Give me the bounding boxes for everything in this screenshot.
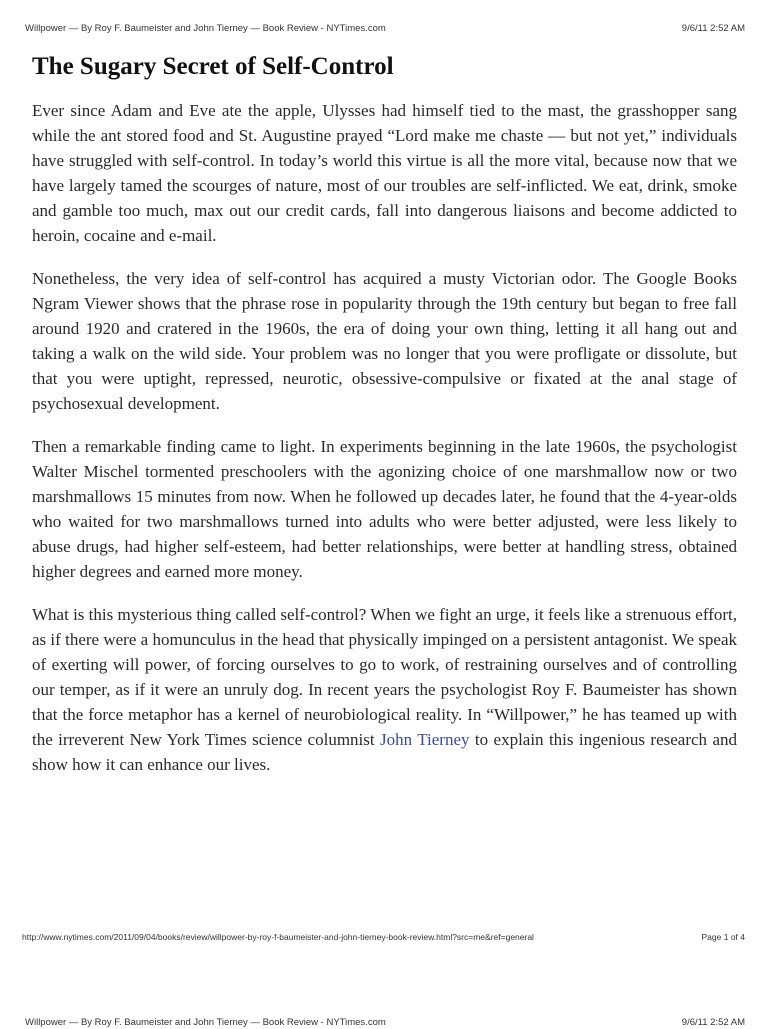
next-page-header — [25, 1015, 745, 1029]
print-footer — [22, 930, 745, 944]
article-body — [32, 98, 737, 795]
john-tierney-link[interactable]: John Tierney — [380, 730, 470, 749]
print-header-title: Willpower — By Roy F. Baumeister and John Tierney — Book Review - NYTimes.com — [25, 22, 386, 34]
article-headline: The Sugary Secret of Self-Control — [32, 53, 394, 80]
article-paragraph-2: Nonetheless, the very idea of self-control has acquired a musty Victorian odor. The Google Books Ngram Viewer shows that the phrase rose in popularity through the 19th century but began to free fall around 1920 and cratered in the 1960s, the era of doing your own thing, letting it all hang out and taking a walk on the wild side. Your problem was no longer that you were profligate or dissolute, but that you were uptight, repressed, neurotic, obsessive-compulsive or fixated at the anal stage of psychosexual development. — [32, 269, 737, 413]
article-paragraph-3: Then a remarkable finding came to light. In experiments beginning in the late 1960s, the psychologist Walter Mischel tormented preschoolers with the agonizing choice of one marshmallow now or two marshmallows 15 minutes from now. When he followed up decades later, he found that the 4-year-olds who waited for two marshmallows turned into adults who were better adjusted, were less likely to abuse drugs, had higher self-esteem, had better relationships, were better at handling stress, obtained higher degrees and earned more money. — [32, 437, 737, 581]
print-header — [25, 21, 745, 35]
page-indicator: Page 1 of 4 — [701, 932, 745, 942]
paragraph-4-text-after-link: to explain this ingenious research and show how it can enhance our lives. — [32, 730, 737, 774]
print-header-datetime: 9/6/11 2:52 AM — [681, 22, 745, 34]
paragraph-4-text-before-link: What is this mysterious thing called self-control? When we fight an urge, it feels like a strenuous effort, as if there were a homunculus in the head that physically impinged on a persistent antagonist. We speak of exerting will power, of forcing ourselves to go to work, of restraining ourselves and of controlling our temper, as if it were an unruly dog. In recent years the psychologist Roy F. Baumeister has shown that the force metaphor has a kernel of neurobiological reality. In “Willpower,” he has teamed up with the irreverent New York Times science columnist — [32, 605, 737, 749]
print-footer-url: http://www.nytimes.com/2011/09/04/books/review/willpower-by-roy-f-baumeister-and-john-tierney-book-review.html?src=me&ref=general — [22, 932, 534, 942]
next-page-header-title: Willpower — By Roy F. Baumeister and John Tierney — Book Review - NYTimes.com — [25, 1016, 386, 1028]
next-page-header-datetime: 9/6/11 2:52 AM — [681, 1016, 745, 1028]
article-paragraph-4 — [32, 602, 737, 777]
article-paragraph-1: Ever since Adam and Eve ate the apple, Ulysses had himself tied to the mast, the grasshopper sang while the ant stored food and St. Augustine prayed “Lord make me chaste — but not yet,” individuals have struggled with self-control. In today’s world this virtue is all the more vital, because now that we have largely tamed the scourges of nature, most of our troubles are self-inflicted. We eat, drink, smoke and gamble too much, max out our credit cards, fall into dangerous liaisons and become addicted to heroin, cocaine and e-mail. — [32, 101, 737, 245]
